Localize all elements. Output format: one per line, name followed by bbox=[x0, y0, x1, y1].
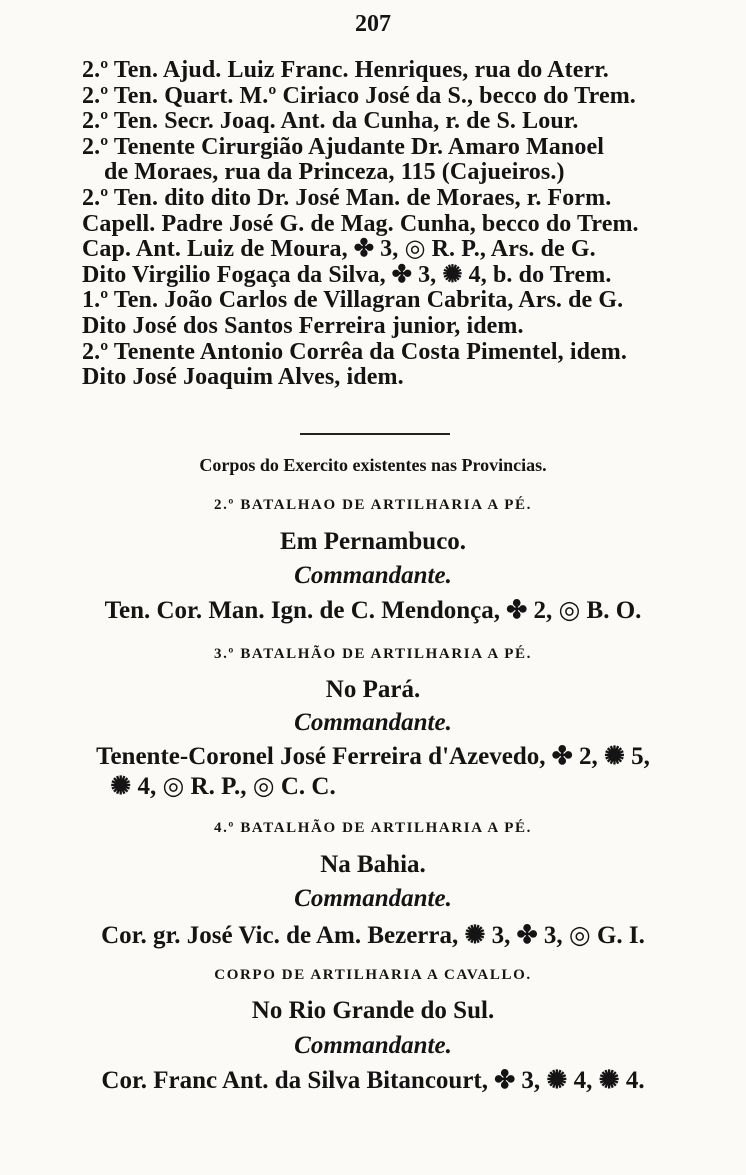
unit-location: No Pará. bbox=[325, 676, 421, 703]
list-item: 2.º Ten. Quart. M.º Ciriaco José da S., becco do Trem. bbox=[82, 82, 636, 109]
section-heading: Corpos do Exercito existentes nas Provincias. bbox=[199, 455, 547, 475]
unit-location: Em Pernambuco. bbox=[279, 528, 467, 555]
unit-role: Commandante. bbox=[294, 885, 452, 912]
commander-line-continuation: ✺ 4, ◎ R. P., ◎ C. C. bbox=[110, 773, 336, 800]
unit-location: Na Bahia. bbox=[320, 851, 426, 878]
divider-rule bbox=[300, 433, 450, 435]
page-number: 207 bbox=[355, 11, 391, 37]
list-item: Capell. Padre José G. de Mag. Cunha, becco do Trem. bbox=[82, 210, 639, 237]
unit-role: Commandante. bbox=[294, 562, 452, 589]
unit-title: 3.º BATALHÃO DE ARTILHARIA A PÉ. bbox=[213, 646, 533, 662]
list-item: Dito José Joaquim Alves, idem. bbox=[82, 364, 404, 391]
commander-line: Ten. Cor. Man. Ign. de C. Mendonça, ✤ 2, ◎ B. O. bbox=[104, 597, 642, 624]
list-item: 2.º Tenente Cirurgião Ajudante Dr. Amaro Manoel bbox=[82, 133, 604, 160]
list-item: 2.º Tenente Antonio Corrêa da Costa Pimentel, idem. bbox=[82, 338, 627, 365]
unit-location: No Rio Grande do Sul. bbox=[251, 997, 495, 1024]
list-item: 2.º Ten. dito dito Dr. José Man. de Moraes, r. Form. bbox=[82, 184, 612, 211]
commander-line: Tenente-Coronel José Ferreira d'Azevedo, ✤ 2, ✺ 5, bbox=[96, 743, 650, 770]
commander-line: Cor. gr. José Vic. de Am. Bezerra, ✺ 3, ✤ 3, ◎ G. I. bbox=[101, 922, 645, 949]
list-item: Dito José dos Santos Ferreira junior, idem. bbox=[82, 312, 524, 339]
unit-title: 2.º BATALHAO DE ARTILHARIA A PÉ. bbox=[213, 497, 533, 513]
commander-line: Cor. Franc Ant. da Silva Bitancourt, ✤ 3, ✺ 4, ✺ 4. bbox=[101, 1067, 645, 1094]
unit-role: Commandante. bbox=[294, 709, 452, 736]
list-item: Dito Virgilio Fogaça da Silva, ✤ 3, ✺ 4, b. do Trem. bbox=[82, 261, 612, 288]
list-item: 2.º Ten. Secr. Joaq. Ant. da Cunha, r. de S. Lour. bbox=[82, 108, 579, 135]
list-item-continuation: de Moraes, rua da Princeza, 115 (Cajueiros.) bbox=[104, 159, 565, 186]
list-item: 2.º Ten. Ajud. Luiz Franc. Henriques, rua do Aterr. bbox=[82, 57, 609, 83]
unit-title: 4.º BATALHÃO DE ARTILHARIA A PÉ. bbox=[213, 820, 533, 836]
unit-role: Commandante. bbox=[294, 1032, 452, 1059]
list-item: 1.º Ten. João Carlos de Villagran Cabrita, Ars. de G. bbox=[82, 287, 624, 314]
list-item: Cap. Ant. Luiz de Moura, ✤ 3, ◎ R. P., Ars. de G. bbox=[82, 236, 596, 263]
unit-title: CORPO DE ARTILHARIA A CAVALLO. bbox=[214, 967, 532, 983]
officer-list bbox=[82, 58, 692, 391]
